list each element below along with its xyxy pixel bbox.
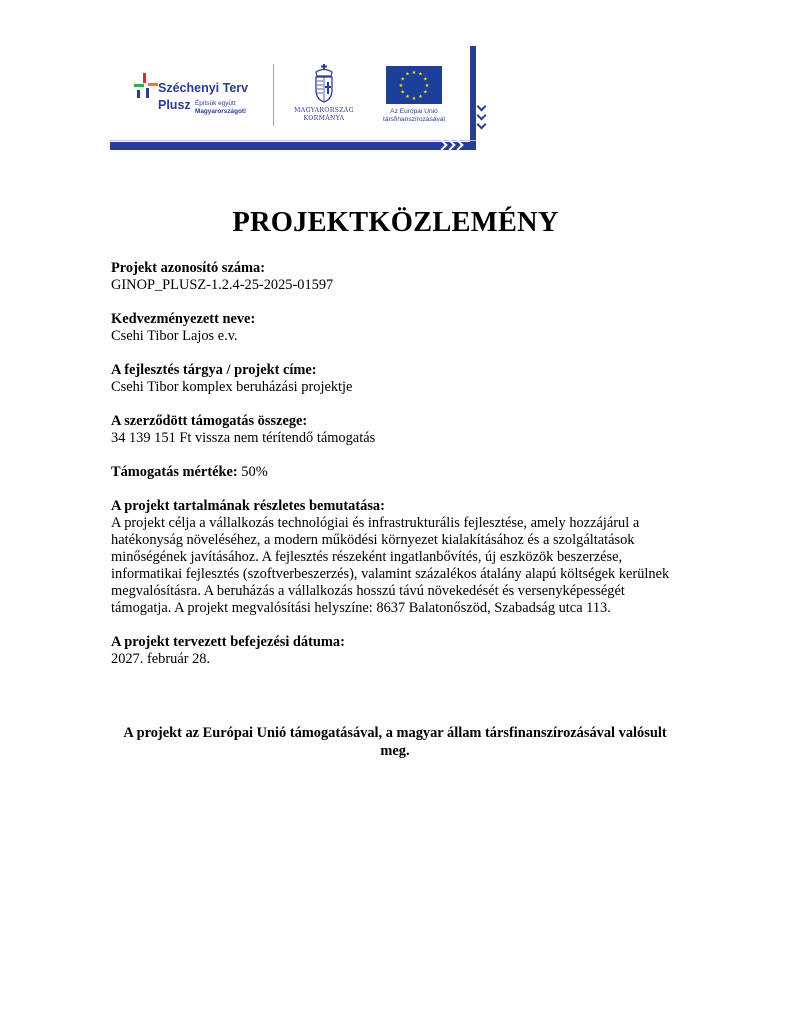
section-beneficiary (111, 311, 686, 345)
banner-right-bar (470, 46, 476, 150)
end-date-value: 2027. február 28. (111, 651, 211, 667)
svg-text:★: ★ (405, 94, 410, 101)
svg-text:★: ★ (422, 76, 428, 83)
document-body (111, 260, 686, 685)
section-subject (111, 362, 686, 396)
government-label-line-1: MAGYARORSZÁG (294, 107, 354, 114)
closing-statement: A projekt az Európai Unió támogatásával, a magyar állam társfinanszírozásával valósult meg. (123, 725, 667, 759)
details-value: A projekt célja a vállalkozás technológiai és infrastrukturális fejlesztése, amely hozzájárul a hatékonyság növeléséhez, a modern működési környezet kialakításához és a szolgáltatások minőségének javításához. A fejlesztés részeként ingatlanbővítés, új eszközök beszerzése, informatikai fejlesztés (szoftverbeszerzés), valamint százalékos átalány alapú költségek kerülnek megvalósításra. A beruházás a vállalkozás hosszú távú növekedését és versenyképességét támogatja. A projekt megvalósítási helyszíne: 8637 Balatonőszöd, Szabadság utca 113. (111, 515, 670, 616)
eu-flag-icon (386, 66, 442, 104)
szechenyi-title: Széchenyi Terv (158, 81, 249, 95)
rate-label: Támogatás mértéke: (111, 464, 238, 480)
svg-text:★: ★ (398, 82, 404, 89)
svg-text:★: ★ (424, 82, 430, 89)
section-rate (111, 464, 686, 481)
szechenyi-tagline-line-2: Magyarországot! (195, 108, 247, 115)
svg-text:★: ★ (400, 76, 406, 83)
eu-cofinancing-label (366, 108, 462, 125)
end-date-label: A projekt tervezett befejezési dátuma: (111, 634, 345, 650)
details-label: A projekt tartalmának részletes bemutatása: (111, 498, 385, 514)
government-label (280, 107, 368, 123)
szechenyi-plus: Plusz (158, 98, 191, 112)
eu-label-line-2: társfinanszírozásával (383, 116, 445, 124)
beneficiary-label: Kedvezményezett neve: (111, 311, 256, 327)
hungarian-coat-of-arms-icon (313, 64, 335, 104)
banner-bottom-bar (110, 142, 476, 150)
amount-value: 34 139 151 Ft vissza nem térítendő támogatás (111, 430, 376, 446)
svg-text:★: ★ (405, 71, 410, 78)
project-id-value: GINOP_PLUSZ-1.2.4-25-2025-01597 (111, 277, 334, 293)
beneficiary-value: Csehi Tibor Lajos e.v. (111, 328, 238, 344)
section-details (111, 498, 686, 617)
government-label-line-2: KORMÁNYA (303, 115, 345, 122)
project-id-label: Projekt azonosító száma: (111, 260, 266, 276)
svg-text:★: ★ (422, 89, 428, 96)
rate-value: 50% (241, 464, 268, 480)
section-amount (111, 413, 686, 447)
banner-divider (273, 64, 274, 126)
amount-label: A szerződött támogatás összege: (111, 413, 308, 429)
page-title: PROJEKTKÖZLEMÉNY (232, 207, 559, 238)
svg-text:★: ★ (411, 95, 417, 102)
szechenyi-tagline-line-1: Építsük együtt (195, 100, 236, 107)
chevron-down-icon (477, 120, 487, 130)
section-project-id (111, 260, 686, 294)
svg-text:★: ★ (418, 71, 423, 78)
szechenyi-tagline (195, 100, 246, 116)
svg-text:★: ★ (418, 94, 423, 101)
subject-label: A fejlesztés tárgya / projekt címe: (111, 362, 317, 378)
eu-label-line-1: Az Európai Unió (390, 108, 438, 115)
banner-bottom-line (110, 140, 476, 141)
svg-text:★: ★ (400, 89, 406, 96)
header-banner (110, 46, 482, 152)
section-end-date (111, 634, 686, 668)
subject-value: Csehi Tibor komplex beruházási projektje (111, 379, 353, 395)
svg-text:★: ★ (411, 69, 417, 76)
